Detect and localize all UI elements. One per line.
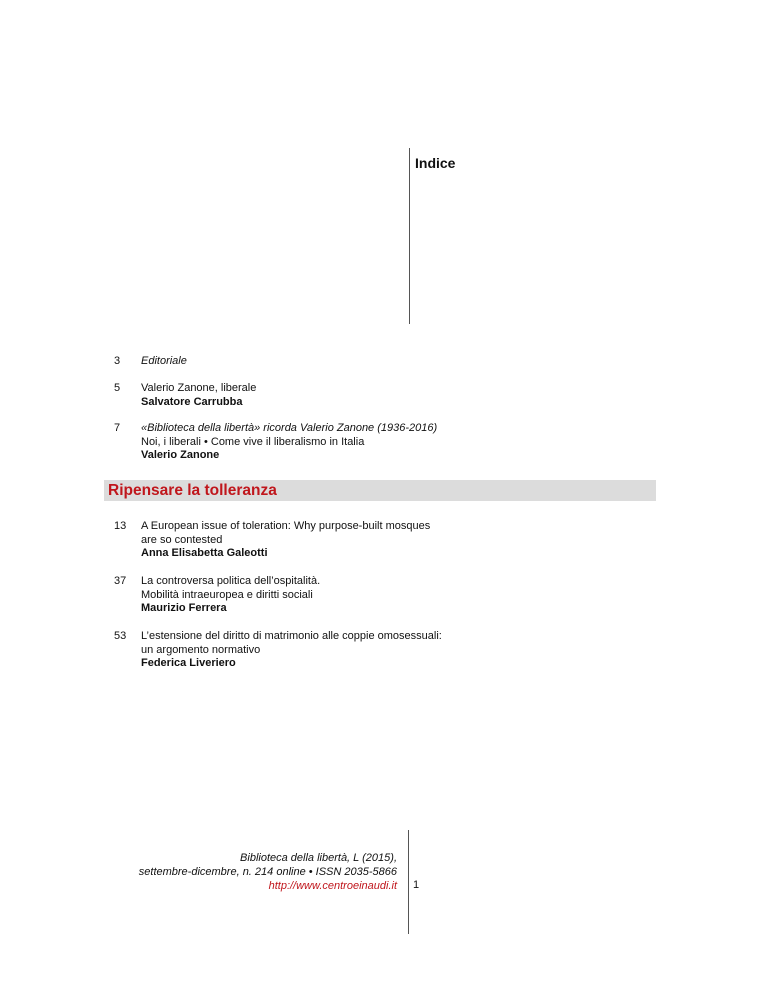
entry-page-number: 37 [114, 575, 127, 587]
section-header [104, 480, 656, 501]
footer-url-link[interactable]: http://www.centroeinaudi.it [268, 880, 397, 892]
entry-title: La controversa politica dell’ospitalità. [141, 575, 321, 587]
section-title: Ripensare la tolleranza [108, 482, 277, 499]
entry-title: Valerio Zanone, liberale [141, 382, 257, 394]
footer-journal: Biblioteca della libertà, L (2015), [240, 852, 397, 864]
entry-author: Anna Elisabetta Galeotti [141, 547, 268, 559]
entry-page-number: 7 [114, 422, 121, 434]
entry-subtitle: Noi, i liberali • Come vive il liberalismo in Italia [141, 435, 365, 448]
entry-page-number: 53 [114, 630, 127, 642]
toc-entry-matrimonio[interactable] [141, 630, 701, 671]
entry-title: L’estensione del diritto di matrimonio alle coppie omosessuali: [141, 630, 442, 642]
toc-entry-european-toleration[interactable] [141, 520, 701, 561]
entry-subtitle: Mobilità intraeuropea e diritti sociali [141, 588, 313, 601]
footer-citation [77, 851, 397, 893]
footer-divider [408, 830, 409, 934]
entry-title-cont: are so contested [141, 533, 223, 546]
entry-author: Maurizio Ferrera [141, 602, 227, 614]
toc-entry-ospitalita[interactable] [141, 575, 701, 616]
page-number: 1 [413, 879, 420, 891]
toc-entry-ricorda-zanone[interactable] [141, 422, 701, 463]
entry-title: Editoriale [141, 355, 187, 367]
toc-entry-editoriale[interactable] [141, 355, 701, 369]
entry-title: «Biblioteca della libertà» ricorda Valerio Zanone (1936-2016) [141, 422, 438, 434]
entry-author: Federica Liveriero [141, 657, 236, 669]
entry-page-number: 13 [114, 520, 127, 532]
entry-page-number: 3 [114, 355, 121, 367]
page-title: Indice [415, 155, 456, 171]
entry-title: A European issue of toleration: Why purpose-built mosques [141, 520, 431, 532]
footer-issue: settembre-dicembre, n. 214 online • ISSN 2035-5866 [138, 866, 397, 878]
entry-page-number: 5 [114, 382, 121, 394]
toc-entry-zanone-liberale[interactable] [141, 382, 701, 409]
entry-subtitle: un argomento normativo [141, 643, 261, 656]
entry-author: Valerio Zanone [141, 449, 220, 461]
header-divider [409, 148, 410, 324]
entry-author: Salvatore Carrubba [141, 395, 243, 408]
